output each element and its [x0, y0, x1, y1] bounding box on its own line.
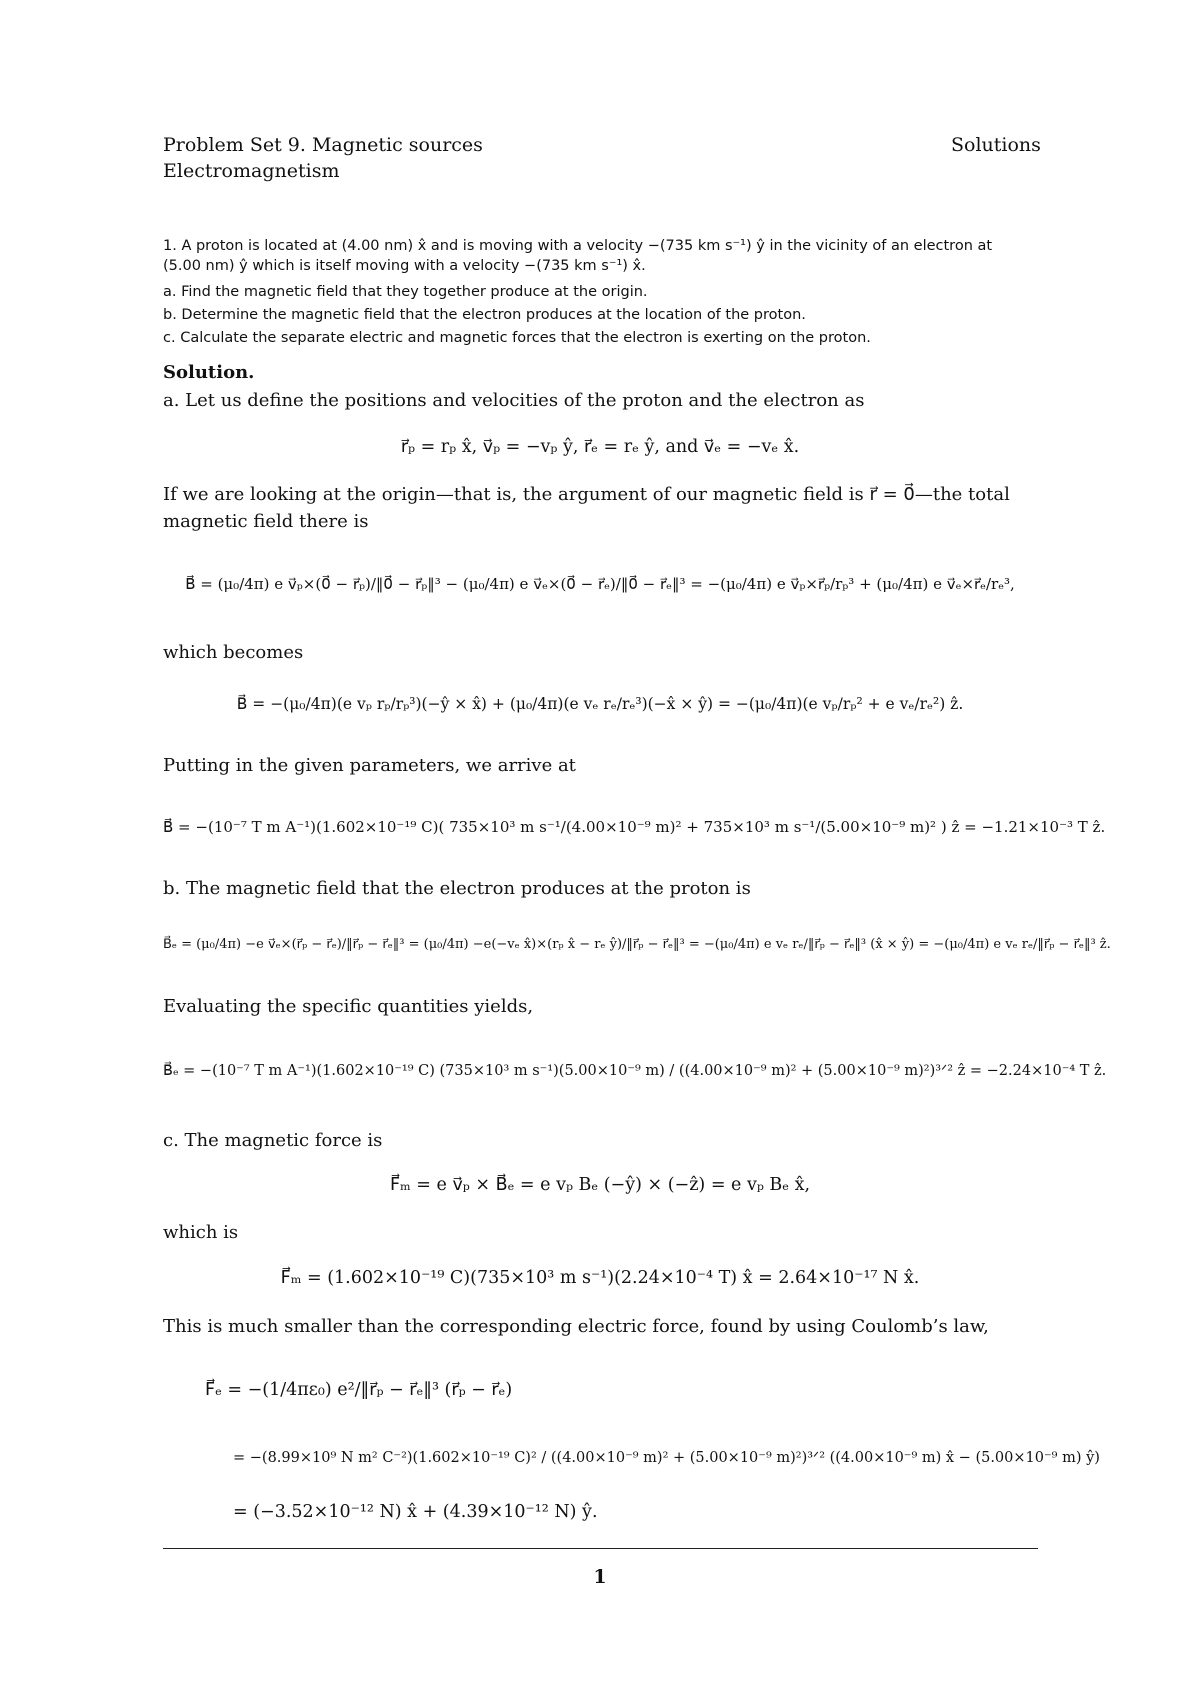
- footer-rule: [163, 1548, 1038, 1549]
- page-number: 1: [593, 1566, 607, 1588]
- solution-origin-line2: magnetic field there is: [163, 511, 369, 532]
- solution-putting: Putting in the given parameters, we arrive at: [163, 755, 576, 776]
- solution-which-becomes: which becomes: [163, 642, 304, 663]
- solution-coulomb: This is much smaller than the corresponding electric force, found by using Coulomb’s law,: [163, 1316, 989, 1337]
- equation-Fe-line1: F⃗ₑ = −(1/4πε₀) e²/‖r⃗ₚ − r⃗ₑ‖³ (r⃗ₚ − r⃗ₑ): [205, 1380, 513, 1400]
- solution-a-intro: a. Let us define the positions and velocities of the proton and the electron as: [163, 390, 865, 411]
- header-course: Electromagnetism: [163, 160, 340, 182]
- equation-Be: B⃗ₑ = (μ₀/4π) −e v⃗ₑ×(r⃗ₚ − r⃗ₑ)/‖r⃗ₚ − r⃗ₑ‖³ = (μ₀/4π) −e(−vₑ x̂)×(rₚ x̂ − rₑ ŷ)/‖r⃗ₚ − r⃗ₑ‖³ = −(μ₀/4π) e vₑ rₑ/‖r⃗ₚ − r⃗ₑ‖³ (x̂ × ŷ) = −(μ₀/4π) e vₑ rₑ/‖r⃗ₚ − r⃗ₑ‖³ ẑ.: [163, 937, 1111, 952]
- header-solutions-label: Solutions: [951, 134, 1041, 156]
- solution-heading: Solution.: [163, 362, 255, 383]
- problem-part-a: a. Find the magnetic field that they together produce at the origin.: [163, 284, 648, 300]
- solution-origin-line1: If we are looking at the origin—that is, the argument of our magnetic field is r⃗ = 0⃗—the total: [163, 484, 1010, 505]
- solution-which-is: which is: [163, 1222, 239, 1243]
- problem-statement-line1: 1. A proton is located at (4.00 nm) x̂ and is moving with a velocity −(735 km s⁻¹) ŷ in the vicinity of an electron at: [163, 238, 993, 254]
- header-title: Problem Set 9. Magnetic sources: [163, 134, 483, 156]
- equation-Be-value: B⃗ₑ = −(10⁻⁷ T m A⁻¹)(1.602×10⁻¹⁹ C) (735×10³ m s⁻¹)(5.00×10⁻⁹ m) / ((4.00×10⁻⁹ m)² + (5.00×10⁻⁹ m)²)³ᐟ² ẑ = −2.24×10⁻⁴ T ẑ.: [163, 1063, 1107, 1079]
- equation-definitions: r⃗ₚ = rₚ x̂, v⃗ₚ = −vₚ ŷ, r⃗ₑ = rₑ ŷ, and v⃗ₑ = −vₑ x̂.: [400, 437, 800, 457]
- problem-statement-line2: (5.00 nm) ŷ which is itself moving with a velocity −(735 km s⁻¹) x̂.: [163, 258, 646, 274]
- equation-Fe-line3: = (−3.52×10⁻¹² N) x̂ + (4.39×10⁻¹² N) ŷ.: [233, 1502, 598, 1522]
- equation-Fm-value: F⃗ₘ = (1.602×10⁻¹⁹ C)(735×10³ m s⁻¹)(2.24×10⁻⁴ T) x̂ = 2.64×10⁻¹⁷ N x̂.: [280, 1268, 920, 1288]
- equation-Fm: F⃗ₘ = e v⃗ₚ × B⃗ₑ = e vₚ Bₑ (−ŷ) × (−ẑ) = e vₚ Bₑ x̂,: [389, 1175, 811, 1195]
- solution-b-intro: b. The magnetic field that the electron produces at the proton is: [163, 878, 751, 899]
- equation-B-value: B⃗ = −(10⁻⁷ T m A⁻¹)(1.602×10⁻¹⁹ C)( 735×10³ m s⁻¹/(4.00×10⁻⁹ m)² + 735×10³ m s⁻¹/(5.00×10⁻⁹ m)² ) ẑ = −1.21×10⁻³ T ẑ.: [163, 818, 1106, 836]
- problem-part-b: b. Determine the magnetic field that the electron produces at the location of the proton.: [163, 307, 806, 323]
- equation-B-becomes: B⃗ = −(μ₀/4π)(e vₚ rₚ/rₚ³)(−ŷ × x̂) + (μ₀/4π)(e vₑ rₑ/rₑ³)(−x̂ × ŷ) = −(μ₀/4π)(e vₚ/rₚ² + e vₑ/rₑ²) ẑ.: [236, 695, 964, 713]
- solution-evaluating: Evaluating the specific quantities yields,: [163, 996, 534, 1017]
- problem-part-c: c. Calculate the separate electric and magnetic forces that the electron is exerting on the proton.: [163, 330, 871, 346]
- equation-Fe-line2: = −(8.99×10⁹ N m² C⁻²)(1.602×10⁻¹⁹ C)² / ((4.00×10⁻⁹ m)² + (5.00×10⁻⁹ m)²)³ᐟ² ((4.00×10⁻⁹ m) x̂ − (5.00×10⁻⁹ m) ŷ): [233, 1450, 1100, 1466]
- equation-B-total: B⃗ = (μ₀/4π) e v⃗ₚ×(0⃗ − r⃗ₚ)/‖0⃗ − r⃗ₚ‖³ − (μ₀/4π) e v⃗ₑ×(0⃗ − r⃗ₑ)/‖0⃗ − r⃗ₑ‖³ = −(μ₀/4π) e v⃗ₚ×r⃗ₚ/rₚ³ + (μ₀/4π) e v⃗ₑ×r⃗ₑ/rₑ³,: [185, 575, 1015, 593]
- solution-c-intro: c. The magnetic force is: [163, 1130, 383, 1151]
